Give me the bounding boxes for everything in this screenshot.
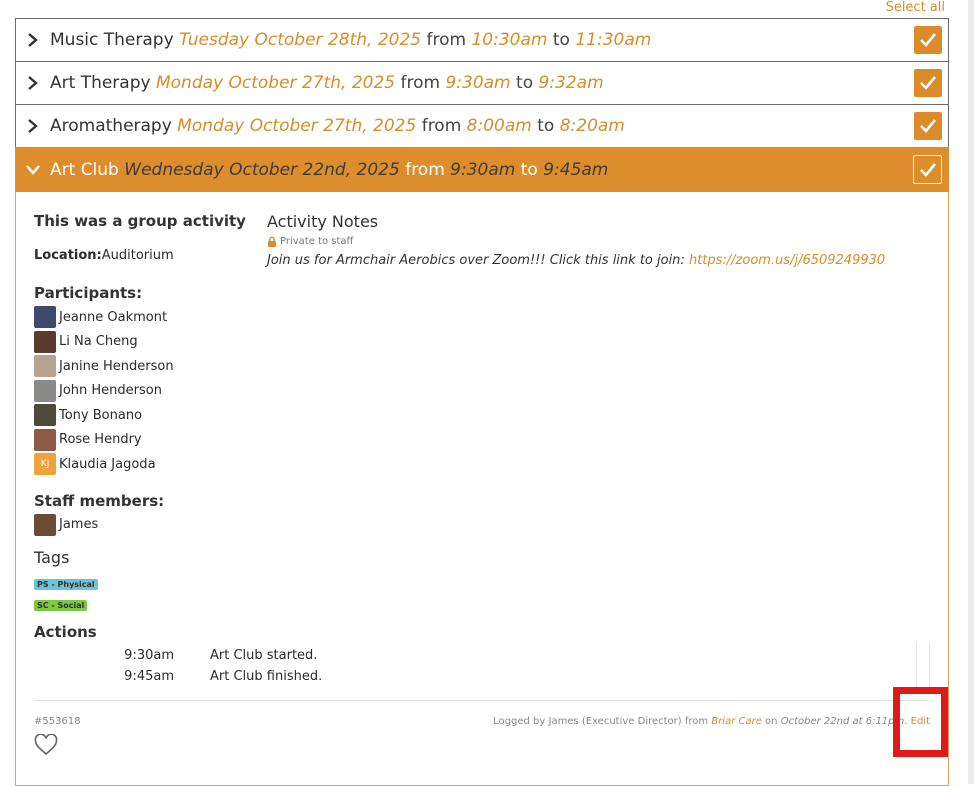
activity-name: Aromatherapy	[50, 116, 172, 136]
select-checkbox[interactable]	[913, 155, 942, 184]
checkmark-icon	[919, 162, 937, 178]
activity-notes	[267, 212, 927, 268]
participant-name: Klaudia Jagoda	[59, 456, 156, 472]
start-time: 8:00am	[466, 116, 532, 136]
avatar	[34, 331, 56, 353]
avatar	[34, 380, 56, 402]
avatar	[34, 514, 56, 536]
logged-date: October 22nd at 6:11pm	[780, 716, 905, 727]
to-word: to	[552, 30, 570, 50]
activity-name: Art Therapy	[50, 73, 151, 93]
zoom-link[interactable]: https://zoom.us/j/6509249930	[688, 253, 886, 268]
from-word: from	[400, 73, 441, 93]
participant[interactable]	[34, 330, 254, 355]
chevron-right-icon[interactable]	[18, 32, 48, 48]
chevron-right-icon[interactable]	[18, 75, 48, 91]
detail-left-column	[34, 212, 254, 612]
activity-row[interactable]	[15, 104, 949, 147]
logged-sep: .	[904, 716, 911, 727]
action-time: 9:30am	[124, 648, 174, 663]
participant-name: Janine Henderson	[59, 358, 174, 374]
location	[34, 248, 254, 263]
activity-date: Monday October 27th, 2025	[177, 116, 417, 136]
chevron-right-icon[interactable]	[18, 118, 48, 134]
participant-name: Tony Bonano	[59, 407, 143, 423]
participant[interactable]	[34, 305, 254, 330]
location-value: Auditorium	[101, 248, 174, 263]
divider	[34, 700, 930, 701]
page-scrollbar[interactable]	[968, 0, 974, 784]
org-link[interactable]: Briar Care	[711, 716, 762, 727]
edit-link[interactable]: Edit	[910, 716, 930, 727]
participants-list	[34, 305, 254, 477]
staff-list	[34, 513, 254, 538]
checkmark-icon	[919, 118, 937, 134]
avatar	[34, 429, 56, 451]
activity-title	[48, 30, 651, 50]
activity-title	[48, 116, 625, 136]
action-time: 9:45am	[124, 669, 174, 684]
participant[interactable]	[34, 428, 254, 453]
chevron-down-icon[interactable]	[18, 164, 48, 176]
from-word: from	[421, 116, 462, 136]
avatar	[34, 355, 56, 377]
actions-scrollbar[interactable]	[916, 643, 930, 689]
private-indicator	[267, 236, 927, 247]
activity-date: Monday October 27th, 2025	[155, 73, 396, 93]
select-checkbox[interactable]	[914, 112, 942, 140]
staff-title: Staff members:	[34, 491, 165, 510]
activity-date: Tuesday October 28th, 2025	[179, 30, 422, 50]
location-label: Location:	[34, 248, 102, 263]
select-checkbox[interactable]	[914, 26, 942, 54]
note-text	[267, 253, 927, 268]
checkmark-icon	[919, 32, 937, 48]
participant[interactable]	[34, 403, 254, 428]
private-label: Private to staff	[280, 236, 354, 247]
participant-name: Li Na Cheng	[59, 334, 138, 350]
record-id: #553618	[34, 716, 81, 727]
start-time: 9:30am	[450, 160, 516, 180]
checkmark-icon	[919, 75, 937, 91]
activity-title	[48, 73, 604, 93]
actions-title: Actions	[34, 623, 97, 641]
end-time: 9:45am	[543, 160, 609, 180]
highlight-box	[893, 687, 948, 757]
end-time: 8:20am	[559, 116, 625, 136]
end-time: 9:32am	[538, 73, 604, 93]
avatar	[34, 404, 56, 426]
participant-name: Jeanne Oakmont	[59, 309, 168, 325]
action-text: Art Club started.	[210, 648, 318, 663]
to-word: to	[537, 116, 555, 136]
actions-list	[34, 645, 914, 687]
activity-detail-panel	[15, 192, 949, 786]
participant[interactable]	[34, 354, 254, 379]
activity-row[interactable]	[15, 18, 949, 61]
notes-title: Activity Notes	[267, 212, 379, 231]
start-time: 9:30am	[445, 73, 511, 93]
tags-section	[34, 548, 254, 612]
activity-row-expanded[interactable]	[15, 147, 949, 192]
note-body: Join us for Armchair Aerobics over Zoom!!! Click this link to join:	[267, 253, 689, 268]
heart-icon[interactable]	[34, 734, 58, 760]
participant[interactable]	[34, 452, 254, 477]
group-activity-label: This was a group activity	[34, 212, 246, 230]
participant-name: Rose Hendry	[59, 432, 142, 448]
from-word: from	[405, 160, 445, 180]
activity-name: Music Therapy	[50, 30, 174, 50]
to-word: to	[516, 73, 534, 93]
action-row	[34, 666, 914, 687]
tag-badge[interactable]: PS - Physical	[34, 579, 98, 590]
participant[interactable]	[34, 379, 254, 404]
activity-title	[48, 160, 608, 180]
staff-member[interactable]	[34, 513, 254, 538]
logged-prefix: Logged by James (Executive Director) from	[493, 716, 712, 727]
activity-name: Art Club	[50, 160, 119, 180]
action-text: Art Club finished.	[210, 669, 323, 684]
avatar-initials: KJ	[34, 453, 56, 475]
tags-title: Tags	[34, 548, 70, 567]
activity-list	[15, 18, 949, 786]
activity-row[interactable]	[15, 61, 949, 104]
select-all-link[interactable]: Select all	[885, 0, 945, 15]
avatar	[34, 306, 56, 328]
logged-on: on	[761, 716, 781, 727]
end-time: 11:30am	[575, 30, 652, 50]
start-time: 10:30am	[471, 30, 548, 50]
participant-name: John Henderson	[59, 383, 162, 399]
to-word: to	[520, 160, 538, 180]
participants-title: Participants:	[34, 284, 143, 302]
logged-by	[493, 716, 930, 727]
tag-badge[interactable]: SC - Social	[34, 600, 87, 611]
action-row	[34, 645, 914, 666]
activity-date: Wednesday October 22nd, 2025	[124, 160, 400, 180]
staff-name: James	[59, 517, 99, 533]
from-word: from	[426, 30, 467, 50]
lock-icon	[267, 236, 277, 247]
select-checkbox[interactable]	[914, 69, 942, 97]
